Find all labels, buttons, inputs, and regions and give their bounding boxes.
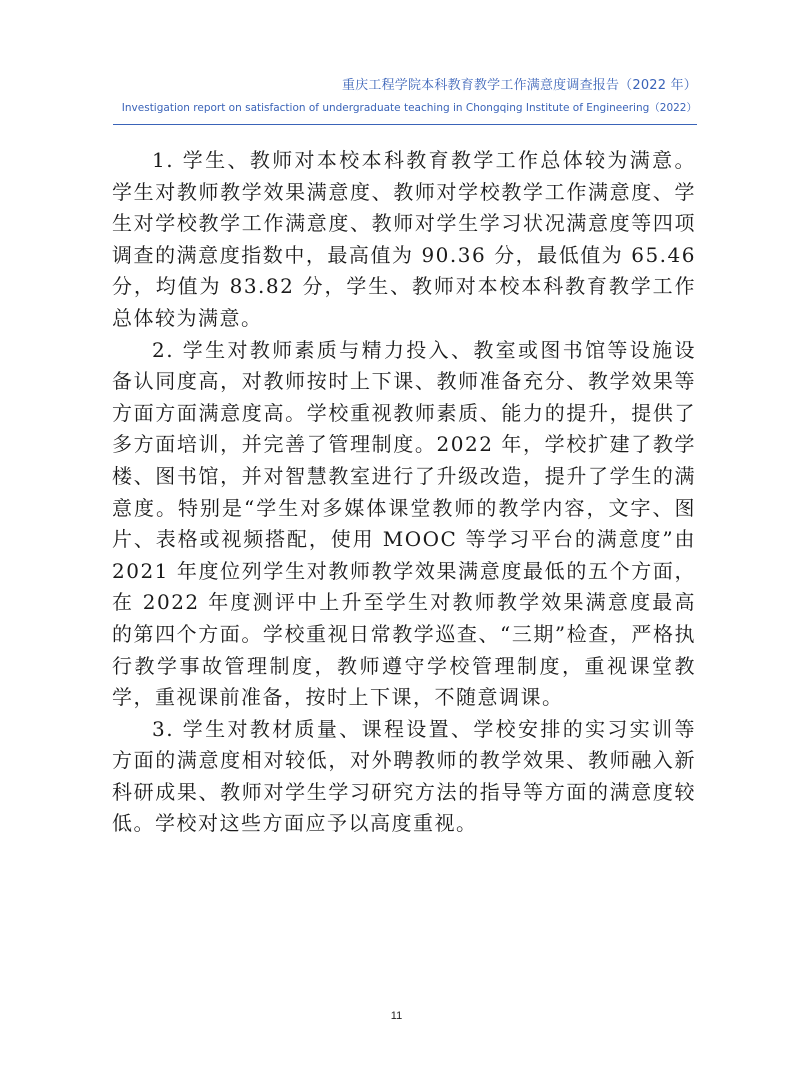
- page-header: [122, 76, 697, 116]
- body-content: [112, 145, 696, 840]
- paragraph-2: 2. 学生对教师素质与精力投入、教室或图书馆等设施设备认同度高，对教师按时上下课、教师准备充分、教学效果等方面方面满意度高。学校重视教师素质、能力的提升，提供了多方面培训，并完善了管理制度。2022 年，学校扩建了教学楼、图书馆，并对智慧教室进行了升级改造，提升了学生的满意度。特别是“学生对多媒体课堂教师的教学内容，文字、图片、表格或视频搭配，使用 MOOC 等学习平台的满意度”由 2021 年度位列学生对教师教学效果满意度最低的五个方面，在 2022 年度测评中上升至学生对教师教学效果满意度最高的第四个方面。学校重视日常教学巡查、“三期”检查，严格执行教学事故管理制度，教师遵守学校管理制度，重视课堂教学，重视课前准备，按时上下课，不随意调课。: [112, 337, 696, 710]
- paragraph-1: 1. 学生、教师对本校本科教育教学工作总体较为满意。学生对教师教学效果满意度、教师对学校教学工作满意度、学生对学校教学工作满意度、教师对学生学习状况满意度等四项调查的满意度指数中，最高值为 90.36 分，最低值为 65.46 分，均值为 83.82 分，学生、教师对本校本科教育教学工作总体较为满意。: [112, 148, 696, 330]
- paragraph-3: 3. 学生对教材质量、课程设置、学校安排的实习实训等方面的满意度相对较低，对外聘教师的教学效果、教师融入新科研成果、教师对学生学习研究方法的指导等方面的满意度较低。学校对这些方面应予以高度重视。: [112, 716, 696, 836]
- header-divider: [113, 124, 697, 125]
- page-number: 11: [390, 1010, 403, 1022]
- header-title-en: Investigation report on satisfaction of undergraduate teaching in Chongqing Institute of Engineering（2022）: [121, 102, 697, 114]
- header-title-cn: 重庆工程学院本科教育教学工作满意度调查报告（2022 年）: [341, 78, 697, 93]
